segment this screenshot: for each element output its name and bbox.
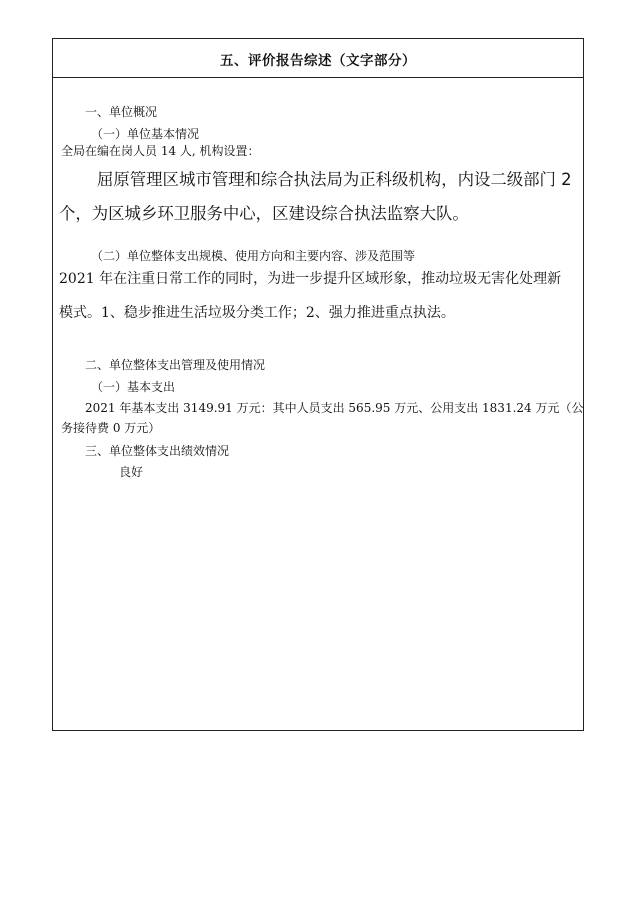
org-line-2: 个，为区城乡环卫服务中心，区建设综合执法监察大队。 (59, 204, 469, 223)
section1-sub1: （一）单位基本情况 (91, 127, 200, 141)
report-title: 五、评价报告综述（文字部分） (220, 53, 416, 69)
scope-line-2: 模式。1、稳步推进生活垃圾分类工作；2、强力推进重点执法。 (59, 305, 455, 321)
scope-line-1: 2021 年在注重日常工作的同时，为进一步提升区域形象，推动垃圾无害化处理新 (59, 271, 562, 287)
section3-heading: 三、单位整体支出绩效情况 (85, 444, 230, 458)
expense-line-2: 务接待费 0 万元） (61, 421, 161, 435)
org-line-1: 屈原管理区城市管理和综合执法局为正科级机构，内设二级部门 2 (97, 170, 572, 189)
section2-heading: 二、单位整体支出管理及使用情况 (85, 358, 266, 372)
section1-sub2: （二）单位整体支出规模、使用方向和主要内容、涉及范围等 (91, 249, 416, 263)
section2-sub1: （一）基本支出 (91, 380, 176, 394)
performance-result: 良好 (119, 465, 144, 479)
expense-line-1: 2021 年基本支出 3149.91 万元：其中人员支出 565.95 万元、公用支出 1831.24 万元（公 (85, 401, 584, 415)
title-row (53, 39, 583, 78)
report-frame (52, 38, 584, 731)
staff-line: 全局在编在岗人员 14 人, 机构设置： (61, 144, 260, 158)
section1-heading: 一、单位概况 (85, 105, 158, 119)
